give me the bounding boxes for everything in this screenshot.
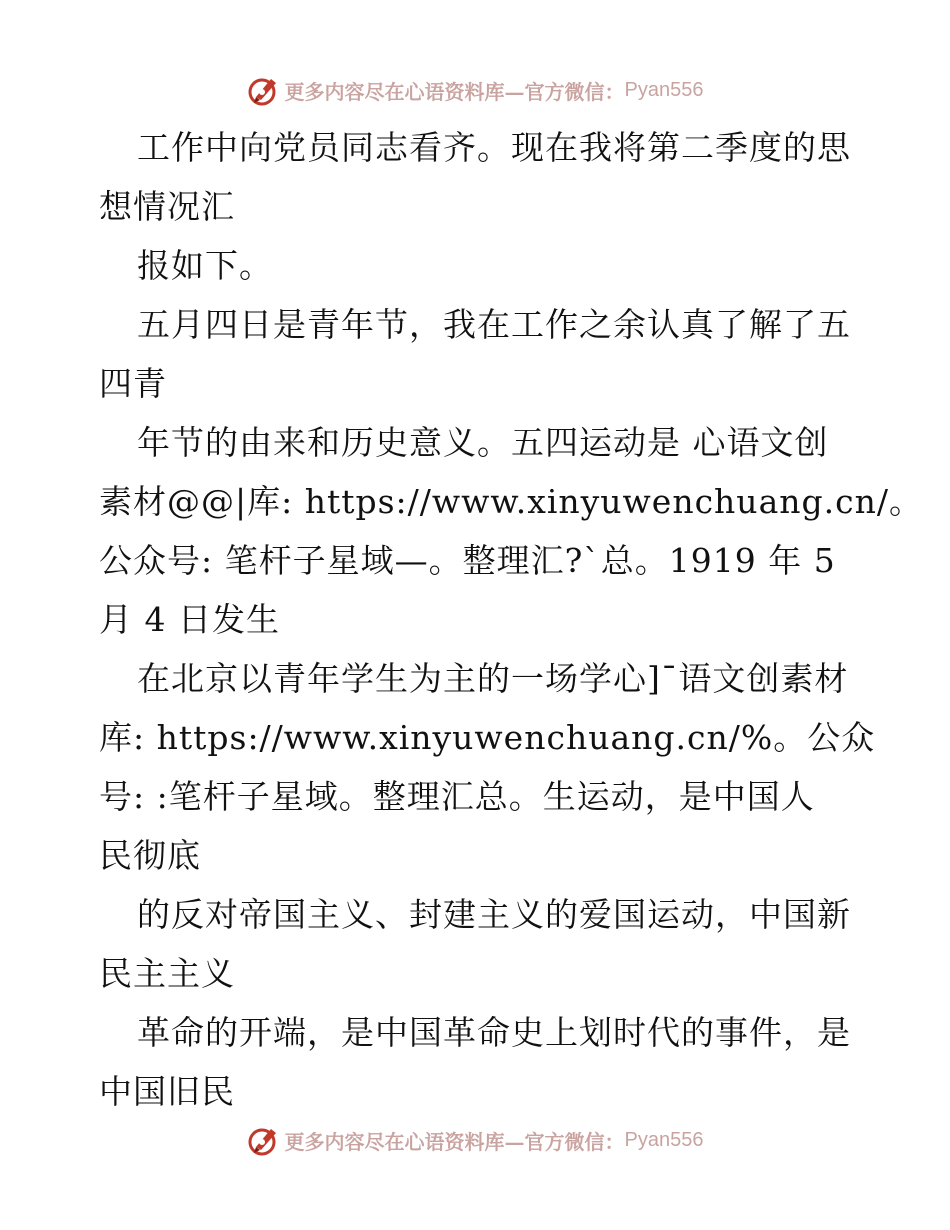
body-line: 在北京以青年学生为主的一场学心]¯语文创素材	[137, 659, 849, 698]
header-watermark	[0, 70, 950, 110]
body-line: 公众号: 笔杆子星域—。整理汇?`总。1919 年 5	[99, 541, 836, 580]
watermark-text: 更多内容尽在心语资料库—官方微信：	[284, 1129, 625, 1154]
watermark-wechat-id: Pyan556	[624, 78, 704, 101]
body-line: 报如下。	[137, 246, 273, 285]
body-line: 库: https://www.xinyuwenchuang.cn/%。公众	[99, 718, 876, 757]
watermark-text: 更多内容尽在心语资料库—官方微信：	[284, 79, 625, 104]
body-line: 革命的开端，是中国革命史上划时代的事件，是	[137, 1013, 851, 1052]
document-body	[99, 118, 923, 1121]
watermark-wechat-id: Pyan556	[624, 1128, 704, 1151]
body-line: 民主主义	[99, 954, 235, 993]
body-line: 五月四日是青年节，我在工作之余认真了解了五	[137, 305, 851, 344]
body-line: 月 4 日发生	[99, 600, 280, 639]
body-line: 素材@@|库: https://www.xinyuwenchuang.cn/。	[99, 482, 923, 521]
body-line: 工作中向党员同志看齐。现在我将第二季度的思	[137, 128, 851, 167]
body-line: 想情况汇	[99, 187, 235, 226]
body-line: 号: :笔杆子星域。整理汇总。生运动，是中国人	[99, 777, 815, 816]
pen-logo-icon	[247, 1123, 281, 1157]
body-line: 四青	[99, 364, 167, 403]
pen-logo-icon	[247, 73, 281, 107]
body-line: 民彻底	[99, 836, 201, 875]
body-line: 的反对帝国主义、封建主义的爱国运动，中国新	[137, 895, 851, 934]
footer-watermark	[0, 1120, 950, 1160]
body-line: 年节的由来和历史意义。五四运动是 心语文创	[137, 423, 829, 462]
body-line: 中国旧民	[99, 1072, 235, 1111]
